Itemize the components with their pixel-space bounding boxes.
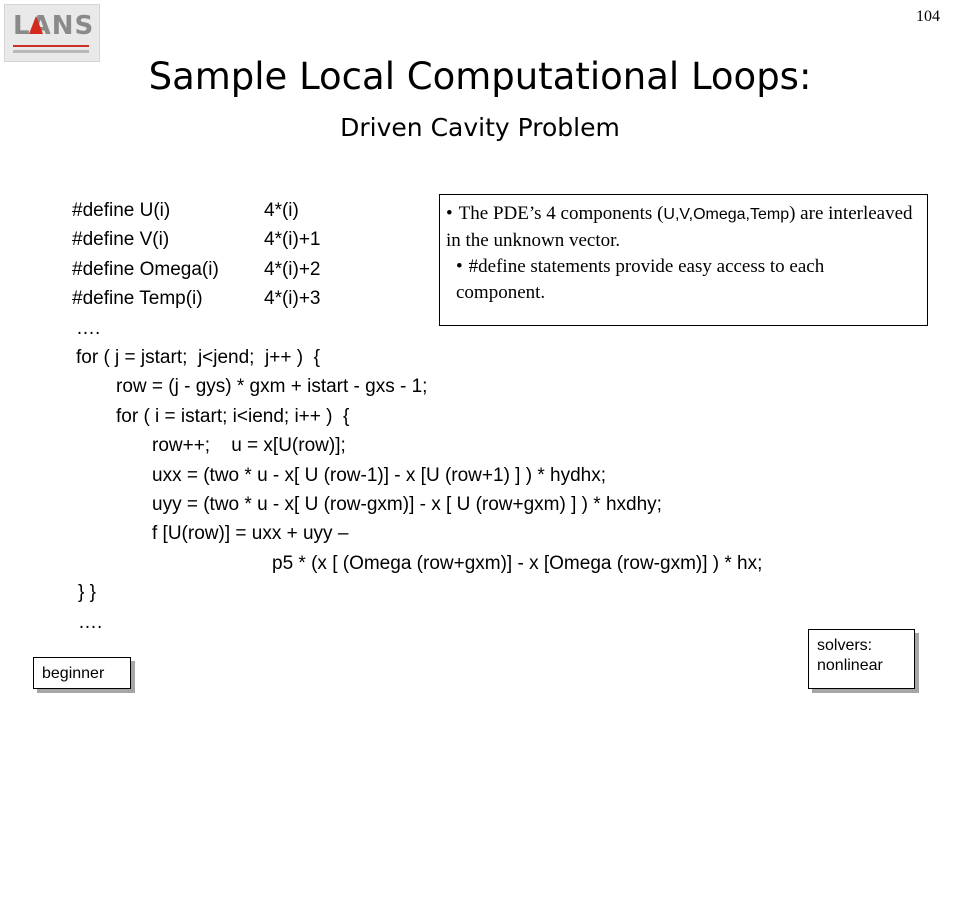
note-bullet-1-components: U,V,Omega,Temp [663, 206, 790, 223]
define-value-omega: 4*(i)+2 [264, 259, 321, 280]
note-bullet-1-suffix: ) are interleaved in the unknown vector. [446, 203, 913, 251]
define-value-u: 4*(i) [264, 200, 299, 221]
code-line-row-init: row = (j - gys) * gxm + istart - gxs - 1; [116, 376, 428, 397]
logo-subtext-bar [13, 50, 89, 53]
slide-subtitle: Driven Cavity Problem [340, 113, 620, 142]
note-bullet-2-text: #define statements provide easy access to each component. [456, 256, 825, 303]
code-line-uyy: uyy = (two * u - x[ U (row-gxm)] - x [ U (row+gxm) ] ) * hxdhy; [152, 494, 662, 515]
tag-nonlinear-label: nonlinear [817, 657, 883, 674]
tag-solvers-nonlinear [808, 629, 915, 689]
logo-text: LANS [13, 11, 95, 41]
page-number: 104 [916, 8, 940, 25]
bullet-icon: • [456, 256, 463, 277]
tag-solvers-label: solvers: [817, 637, 873, 654]
note-bullet-2 [446, 254, 917, 306]
code-line-uxx: uxx = (two * u - x[ U (row-1)] - x [U (row+1) ] ) * hydhx; [152, 465, 606, 486]
code-line-outer-for: for ( j = jstart; j<jend; j++ ) { [76, 347, 320, 368]
note-box [439, 194, 928, 326]
code-line-p5: p5 * (x [ (Omega (row+gxm)] - x [Omega (row-gxm)] ) * hx; [272, 553, 763, 574]
logo-arrow-icon [29, 16, 43, 34]
lans-logo [4, 4, 100, 62]
code-ellipsis-bottom: …. [78, 612, 103, 633]
code-line-f-assign: f [U(row)] = uxx + uyy – [152, 523, 349, 544]
code-line-inner-for: for ( i = istart; i<iend; i++ ) { [116, 406, 350, 427]
note-bullet-1-prefix: The PDE’s 4 components ( [458, 203, 664, 224]
tag-beginner-label: beginner [42, 665, 105, 682]
code-line-row-increment: row++; u = x[U(row)]; [152, 435, 346, 456]
define-name-u: #define U(i) [72, 200, 171, 221]
code-line-closing-braces: } } [78, 582, 96, 603]
bullet-icon: • [446, 203, 453, 224]
slide-title: Sample Local Computational Loops: [148, 55, 812, 98]
define-name-temp: #define Temp(i) [72, 288, 203, 309]
code-ellipsis-top: …. [76, 318, 101, 339]
define-value-v: 4*(i)+1 [264, 229, 321, 250]
tag-beginner [33, 657, 131, 689]
note-bullet-1 [446, 201, 917, 254]
define-name-omega: #define Omega(i) [72, 259, 219, 280]
logo-rule [13, 45, 89, 47]
define-value-temp: 4*(i)+3 [264, 288, 321, 309]
define-name-v: #define V(i) [72, 229, 170, 250]
